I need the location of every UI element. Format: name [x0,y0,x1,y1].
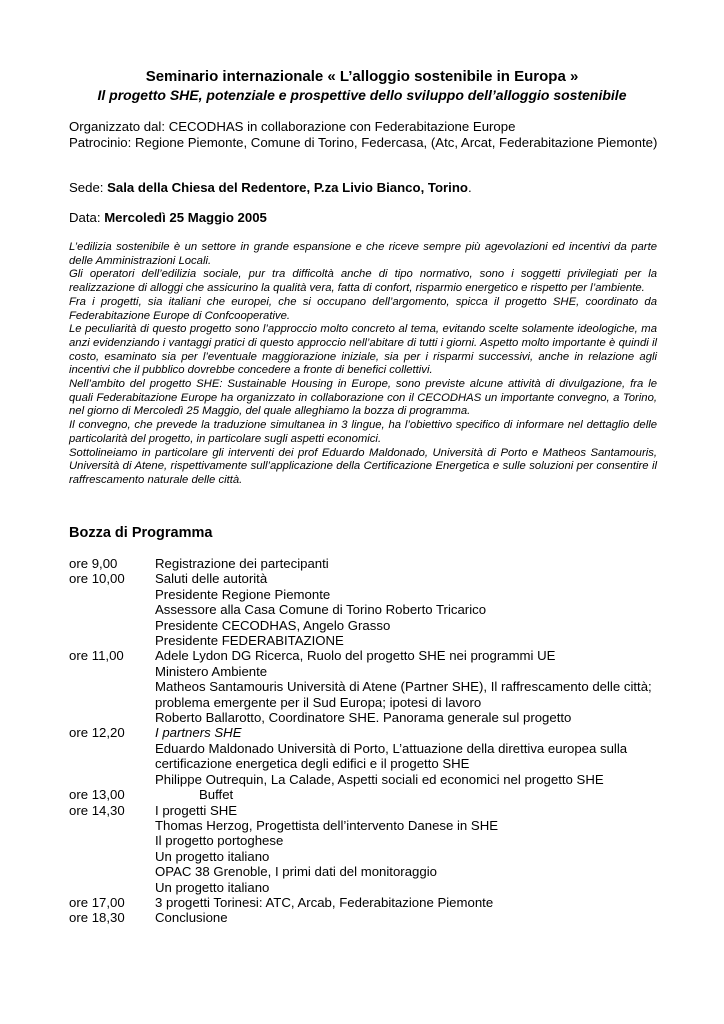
schedule-line: Adele Lydon DG Ricerca, Ruolo del progetto SHE nei programmi UE [155,648,556,664]
schedule-time: ore 17,00 [69,894,125,910]
schedule-description [155,895,669,910]
schedule-row [69,648,669,725]
schedule-line: Thomas Herzog, Progettista dell’intervento Danese in SHE [155,817,499,833]
schedule-description [155,648,669,725]
organizer-line: Organizzato dal: CECODHAS in collaborazione con Federabitazione Europe [69,119,516,134]
schedule-time: ore 12,20 [69,725,125,741]
schedule-line: Philippe Outrequin, La Calade, Aspetti sociali ed economici nel progetto SHE [155,771,604,787]
abstract-paragraph: Il convegno, che prevede la traduzione simultanea in 3 lingue, ha l’obiettivo specifico di informare nel dettaglio delle particolarità del progetto, in particolare sugli aspetti economici. [69,419,657,445]
date-value: Mercoledì 25 Maggio 2005 [104,210,267,225]
schedule-line: Un progetto italiano [155,879,270,895]
schedule-line: OPAC 38 Grenoble, I primi dati del monitoraggio [155,864,437,880]
schedule-line: Conclusione [155,910,228,926]
schedule-time: ore 9,00 [69,556,118,571]
abstract-paragraph: L’edilizia sostenibile è un settore in grande espansione e che riceve sempre più agevolazioni ed incentivi da parte delle Amministrazioni Locali. [69,241,657,267]
abstract-paragraph: Le peculiarità di questo progetto sono l’approccio molto concreto al tema, evitando scelte solamente ideologiche, ma anzi evidenziando i vantaggi pratici di questo approccio nell’abitare di tutti i giorni. Aspetto molto importante è quindi il costo, esaminato sia per l’eventuale maggiorazione iniziale, sia per i risparmi successivi, anche in relazione agli incentivi che il pubblico dovrebbe concedere a fronte di benefici collettivi. [69,323,657,377]
schedule-row [69,803,669,895]
abstract-paragraph: Gli operatori dell’edilizia sociale, pur tra difficoltà anche di tipo normativo, sono i soggetti privilegiati per la realizzazione di alloggi che assicurino la qualità vera, fatta di confort, risparmio energetico e rispetto per l’ambiente. [69,268,657,295]
schedule-line: Assessore alla Casa Comune di Torino Roberto Tricarico [155,602,487,618]
patronage-line: Patrocinio: Regione Piemonte, Comune di Torino, Federcasa, (Atc, Arcat, Federabitazione Piemonte) [69,135,658,150]
schedule-line: I partners SHE [155,725,242,741]
program-heading: Bozza di Programma [69,525,213,541]
schedule-description [155,787,669,802]
schedule-row [69,895,669,910]
program-schedule [69,556,669,926]
document-subtitle: Il progetto SHE, potenziale e prospettive dello sviluppo dell’alloggio sostenibile [97,87,627,103]
schedule-time: ore 11,00 [69,648,124,664]
abstract-paragraph: Nell’ambito del progetto SHE: Sustainable Housing in Europe, sono previste alcune attività di divulgazione, fra le quali Federabitazione Europe ha organizzato in collaborazione con il CECODHAS un importante convegno, a Torino, nel giorno di Mercoledì 25 Maggio, del quale alleghiamo la bozza di programma. [69,378,657,418]
document-title: Seminario internazionale « L’alloggio sostenibile in Europa » [145,68,579,85]
schedule-line: Presidente CECODHAS, Angelo Grasso [155,617,391,633]
schedule-time: ore 13,00 [69,787,125,803]
schedule-line: I progetti SHE [155,802,238,818]
schedule-line: Presidente Regione Piemonte [155,586,331,602]
schedule-time: ore 10,00 [69,571,125,587]
schedule-line: Il progetto portoghese [155,833,284,849]
schedule-description [155,571,669,648]
schedule-row [69,725,669,787]
schedule-description [155,556,669,571]
schedule-line: Buffet [199,787,234,803]
schedule-description [155,910,669,925]
schedule-description [155,725,669,787]
schedule-line: 3 progetti Torinesi: ATC, Arcab, Federabitazione Piemonte [155,894,494,910]
schedule-row [69,571,669,648]
venue-line [69,180,659,196]
schedule-line: Ministero Ambiente [155,663,268,679]
schedule-row [69,556,669,571]
schedule-row [69,787,669,802]
schedule-line: Presidente FEDERABITAZIONE [155,633,344,649]
schedule-line: Un progetto italiano [155,848,270,864]
abstract-paragraph: Sottolineiamo in particolare gli interventi dei prof Eduardo Maldonado, Università di Porto e Matheos Santamouris, Università di Atene, rispettivamente sull’applicazione della Certificazione Energetica e sulle soluzioni per consentire il raffrescamento naturale delle città. [69,446,657,486]
schedule-line: Roberto Ballarotto, Coordinatore SHE. Panorama generale sul progetto [155,710,572,726]
schedule-line: Saluti delle autorità [155,571,268,587]
schedule-time: ore 14,30 [69,802,125,818]
schedule-time: ore 18,30 [69,910,125,926]
schedule-line: Eduardo Maldonado Università di Porto, L’attuazione della direttiva europea sulla certificazione energetica degli edifici e il progetto SHE [155,740,628,772]
schedule-line: Matheos Santamouris Università di Atene (Partner SHE), Il raffrescamento delle città; problema emergente per il Sud Europa; ipotesi di lavoro [155,679,652,710]
venue-value: Sala della Chiesa del Redentore, P.za Livio Bianco, Torino [107,180,468,195]
date-label: Data: [69,210,105,225]
schedule-description [155,803,669,895]
venue-suffix: . [467,180,472,195]
schedule-row [69,910,669,925]
venue-label: Sede: [69,180,108,195]
abstract-paragraph: Fra i progetti, sia italiani che europei, che si occupano dell’argomento, spicca il progetto SHE, coordinato da Federabitazione Europe di Confcooperative. [69,295,657,322]
schedule-line: Registrazione dei partecipanti [155,556,329,571]
date-line [69,210,659,226]
abstract [69,241,657,488]
